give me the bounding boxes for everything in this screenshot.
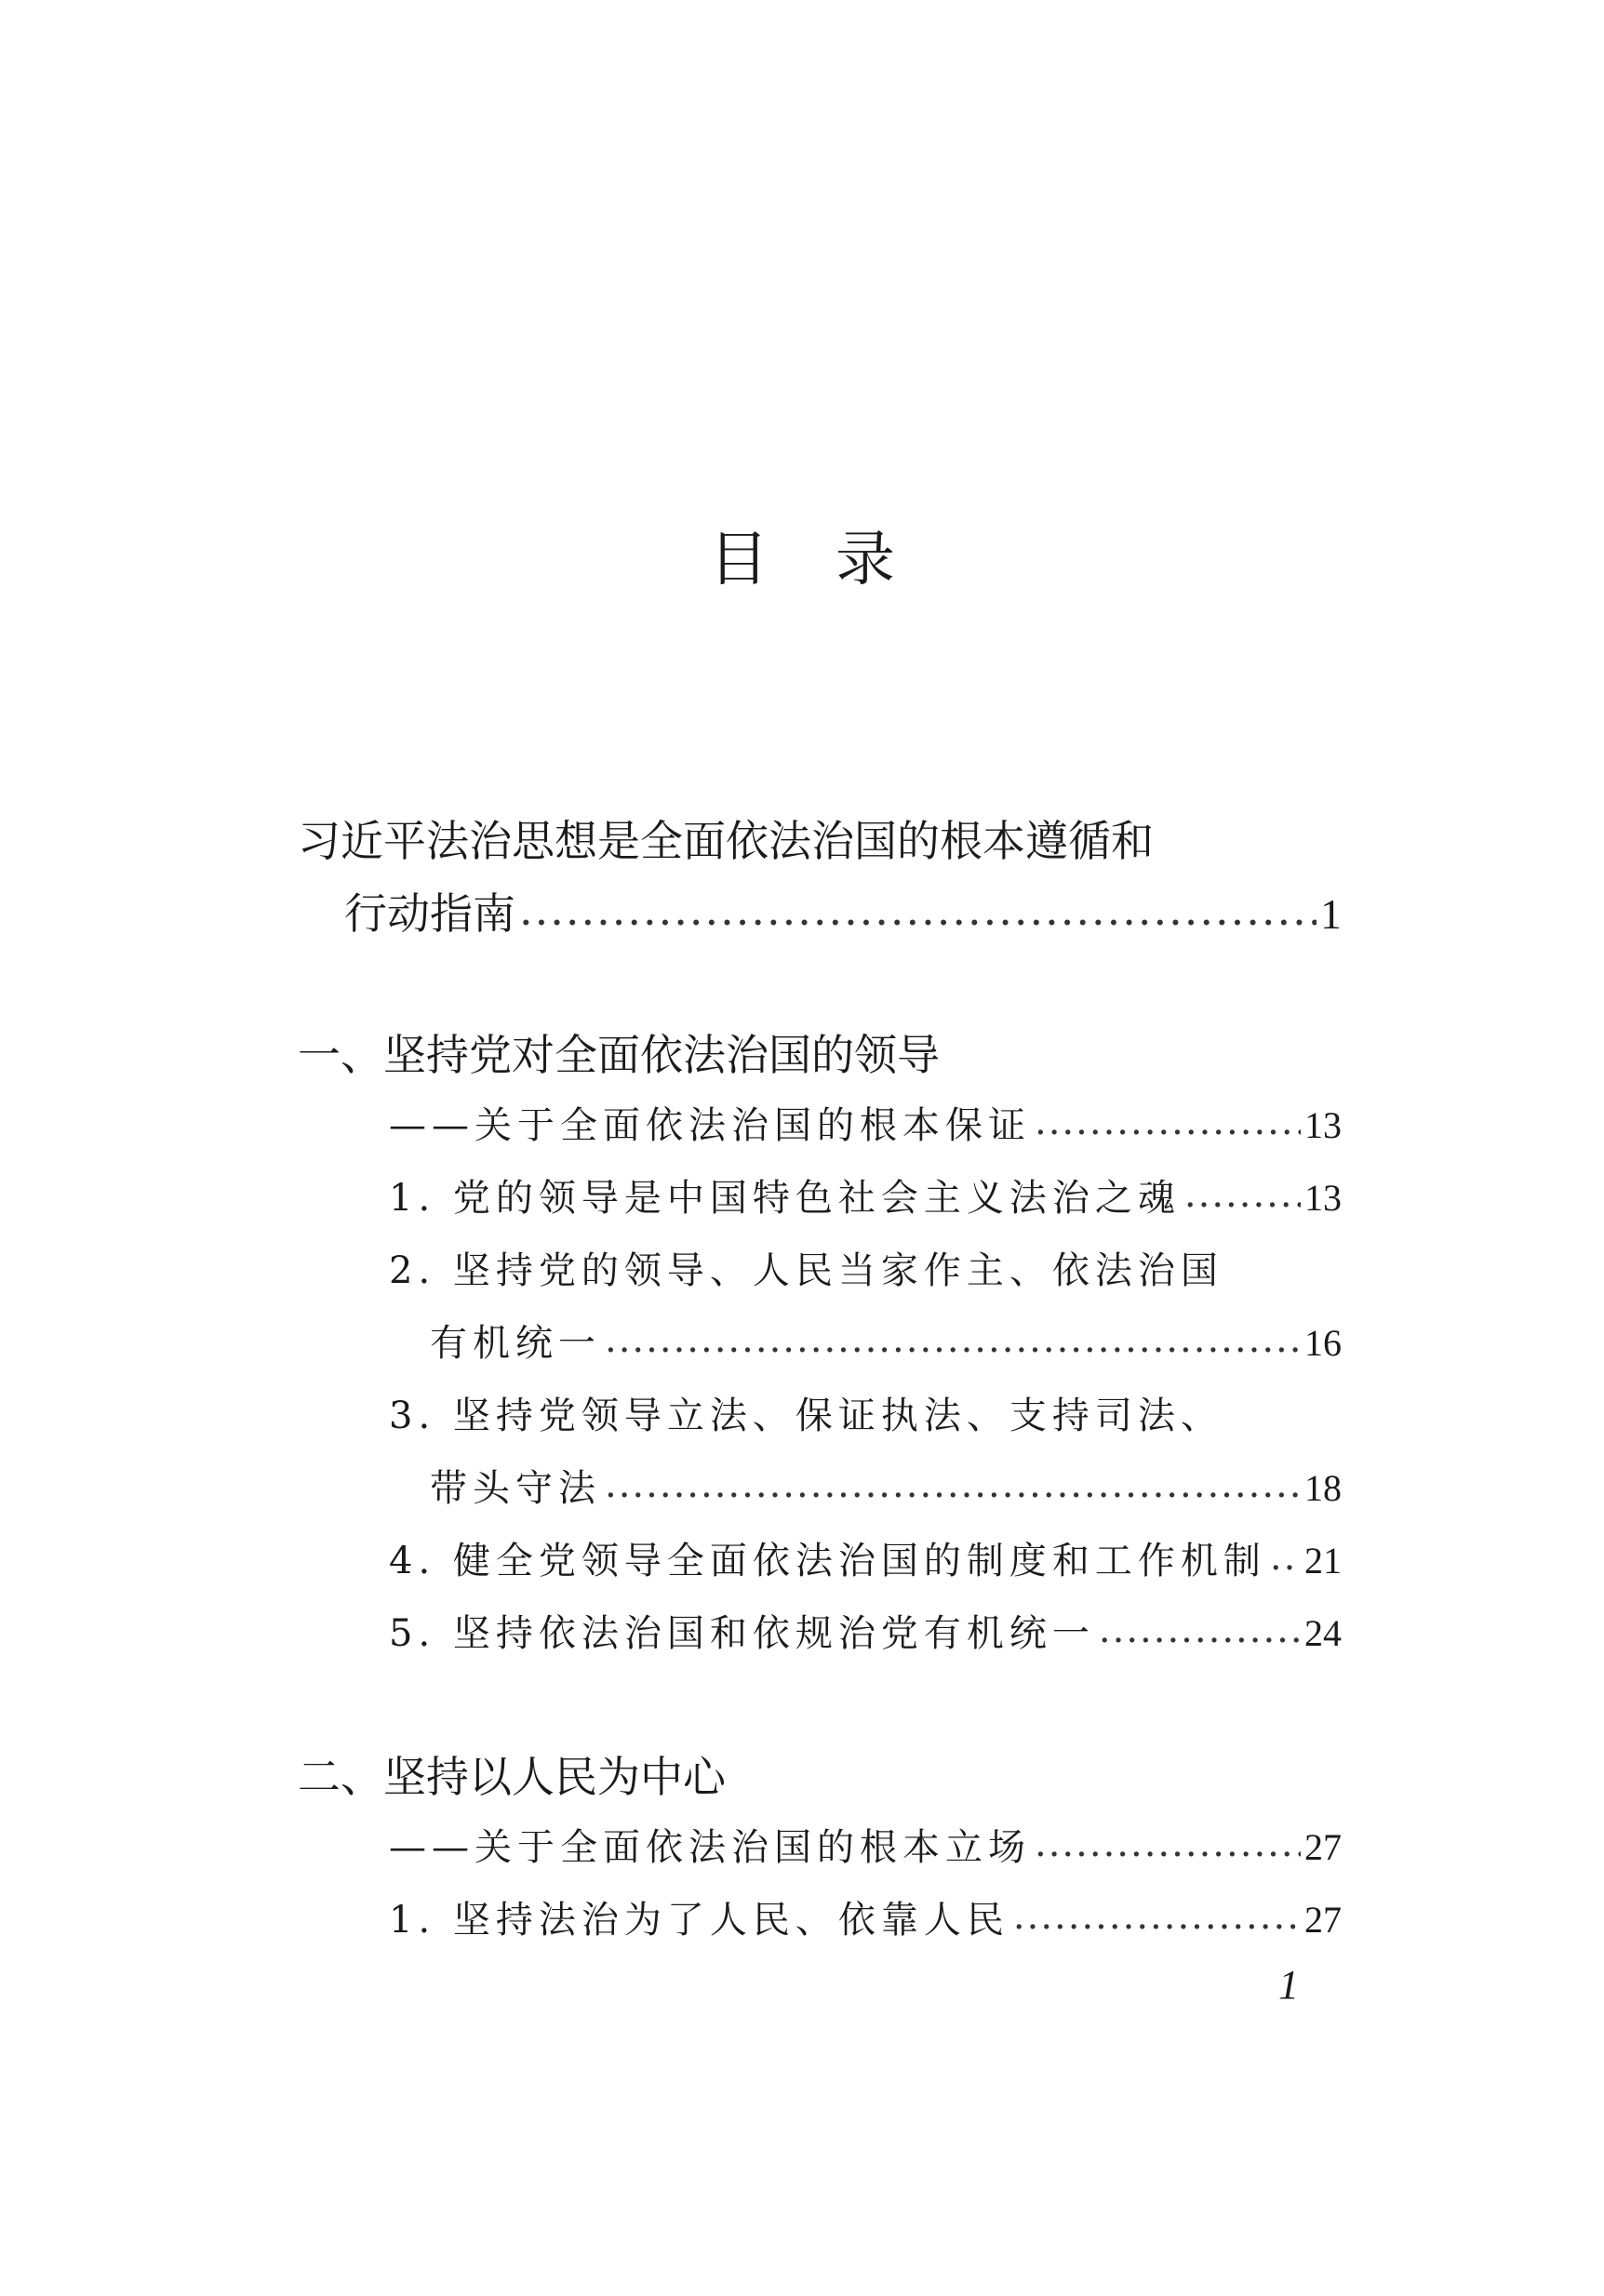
leader-dots [605, 1463, 1301, 1506]
item-text: 有机统一 [430, 1322, 601, 1365]
page-title [0, 512, 1604, 597]
section-1-subtitle[interactable] [389, 1096, 1342, 1149]
item-text: 3. 坚持党领导立法、保证执法、支持司法、 [389, 1395, 1223, 1437]
toc-page-number: 16 [1304, 1322, 1342, 1364]
section-2-heading[interactable] [298, 1743, 726, 1805]
toc-page-number: 24 [1304, 1612, 1342, 1654]
leader-dots [1035, 1101, 1301, 1143]
toc-page-number: 18 [1304, 1467, 1342, 1509]
leader-dots [1013, 1895, 1301, 1938]
page-number: 1 [1278, 1962, 1299, 2008]
section-1-item-3-line2[interactable] [430, 1459, 1342, 1512]
section-1-item-1[interactable] [389, 1168, 1342, 1221]
section-1-item-5[interactable] [389, 1604, 1342, 1657]
toc-page-number: 21 [1304, 1540, 1342, 1582]
leader-dots [1184, 1173, 1301, 1216]
toc-intro-line2[interactable] [344, 880, 1342, 941]
section-1-item-2-line2[interactable] [430, 1314, 1342, 1367]
toc-page-number: 1 [1320, 890, 1342, 938]
leader-dots [605, 1318, 1301, 1361]
toc-page-number: 27 [1304, 1826, 1342, 1868]
section-1-heading-text: 一、坚持党对全面依法治国的领导 [298, 1030, 940, 1080]
item-text: 1. 坚持法治为了人民、依靠人民 [389, 1899, 1009, 1942]
item-text: 5. 坚持依法治国和依规治党有机统一 [389, 1612, 1095, 1655]
section-1-item-3-line1[interactable] [389, 1386, 1223, 1439]
section-1-item-4[interactable] [389, 1531, 1342, 1584]
item-text: 2. 坚持党的领导、人民当家作主、依法治国 [389, 1249, 1223, 1292]
toc-page-number: 27 [1304, 1899, 1342, 1941]
leader-dots [1270, 1536, 1301, 1579]
section-1-subtitle-text: ——关于全面依法治国的根本保证 [389, 1104, 1031, 1147]
item-text: 带头守法 [430, 1467, 601, 1510]
toc-intro-text-1: 习近平法治思想是全面依法治国的根本遵循和 [298, 816, 1154, 866]
section-1-item-2-line1[interactable] [389, 1241, 1223, 1294]
section-2-heading-text: 二、坚持以人民为中心 [298, 1752, 726, 1802]
section-2-item-1[interactable] [389, 1890, 1342, 1943]
leader-dots [1035, 1822, 1301, 1865]
toc-page-number: 13 [1304, 1177, 1342, 1219]
section-2-subtitle-text: ——关于全面依法治国的根本立场 [389, 1826, 1031, 1869]
section-1-heading[interactable] [298, 1021, 940, 1083]
section-2-subtitle[interactable] [389, 1818, 1342, 1871]
toc-intro-line1 [298, 808, 1154, 869]
title-char-2: 录 [835, 526, 895, 594]
toc-intro-text-2: 行动指南 [344, 888, 515, 939]
item-text: 1. 党的领导是中国特色社会主义法治之魂 [389, 1177, 1181, 1220]
item-text: 4. 健全党领导全面依法治国的制度和工作机制 [389, 1540, 1266, 1582]
leader-dots [1099, 1609, 1301, 1651]
title-char-1: 目 [709, 526, 769, 594]
toc-page-number: 13 [1304, 1104, 1342, 1146]
leader-dots [519, 885, 1317, 935]
